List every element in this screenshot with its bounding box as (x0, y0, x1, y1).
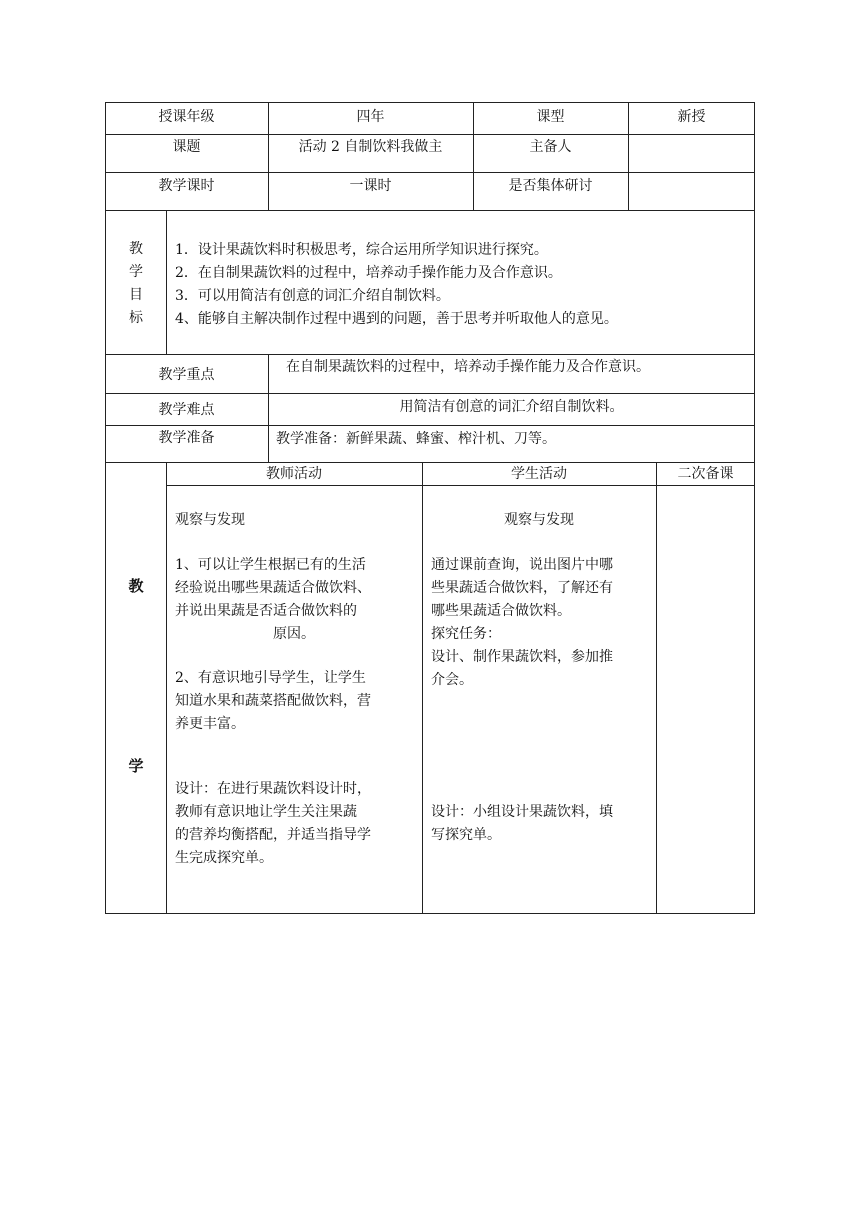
teacher-p3-line: 教师有意识地让学生关注果蔬 (175, 804, 357, 820)
row-divider (166, 485, 755, 486)
collective-label: 是否集体研讨 (508, 178, 593, 194)
preparation-value: 教学准备：新鲜果蔬、蜂蜜、榨汁机、刀等。 (276, 431, 556, 447)
process-label-char: 学 (128, 757, 144, 775)
difficulties-label: 教学难点 (158, 402, 215, 418)
hours-value: 一课时 (349, 178, 392, 194)
teacher-p1-line: 原因。 (273, 626, 315, 642)
grade-value: 四年 (356, 109, 385, 125)
teacher-p1-line: 并说出果蔬是否适合做饮料的 (175, 603, 357, 619)
preparer-label: 主备人 (529, 139, 572, 155)
col-divider (166, 462, 167, 914)
teacher-p2-line: 知道水果和蔬菜搭配做饮料，营 (175, 693, 371, 709)
key-points-label: 教学重点 (158, 367, 215, 383)
row-divider (105, 354, 755, 355)
col-header-teacher: 教师活动 (266, 466, 322, 482)
type-label: 课型 (536, 109, 565, 125)
hours-label: 教学课时 (158, 178, 215, 194)
objective-item: 2．在自制果蔬饮料的过程中，培养动手操作能力及合作意识。 (175, 265, 562, 281)
topic-label: 课题 (172, 139, 201, 155)
teacher-p1-line: 1、可以让学生根据已有的生活 (175, 557, 366, 573)
student-p3-line: 设计：小组设计果蔬饮料，填 (431, 804, 613, 820)
col-divider (656, 462, 657, 914)
student-task-line: 设计、制作果蔬饮料，参加推 (431, 649, 613, 665)
student-p1-line: 些果蔬适合做饮料，了解还有 (431, 580, 613, 596)
topic-value: 活动 2 自制饮料我做主 (298, 139, 443, 155)
teacher-heading: 观察与发现 (175, 512, 245, 528)
objective-item: 4、能够自主解决制作过程中遇到的问题，善于思考并听取他人的意见。 (175, 311, 618, 327)
row-divider (105, 172, 755, 173)
objective-item: 1．设计果蔬饮料时积极思考，综合运用所学知识进行探究。 (175, 242, 548, 258)
student-p3-line: 写探究单。 (431, 827, 501, 843)
col-divider (166, 210, 167, 354)
objective-item: 3．可以用简洁有创意的词汇介绍自制饮料。 (175, 288, 450, 304)
student-task-label: 探究任务： (431, 626, 501, 642)
key-points-value: 在自制果蔬饮料的过程中，培养动手操作能力及合作意识。 (286, 359, 650, 375)
preparation-label: 教学准备 (158, 430, 215, 446)
teacher-p3-line: 的营养均衡搭配，并适当指导学 (175, 827, 371, 843)
grade-label: 授课年级 (158, 109, 215, 125)
teacher-p2-line: 2、有意识地引导学生，让学生 (175, 670, 366, 686)
teacher-p3-line: 设计：在进行果蔬饮料设计时， (175, 781, 371, 797)
student-task-line: 介会。 (431, 672, 473, 688)
teacher-p3-line: 生完成探究单。 (175, 850, 273, 866)
student-p1-line: 哪些果蔬适合做饮料。 (431, 603, 571, 619)
col-header-second-prep: 二次备课 (677, 466, 734, 482)
teacher-p1-line: 经验说出哪些果蔬适合做饮料、 (175, 580, 371, 596)
process-label-char: 教 (128, 577, 144, 595)
type-value: 新授 (677, 109, 706, 125)
row-divider (105, 425, 755, 426)
row-divider (105, 393, 755, 394)
objectives-label-char: 教 (129, 241, 143, 257)
teacher-p2-line: 养更丰富。 (175, 716, 245, 732)
objectives-label-char: 标 (129, 310, 143, 326)
objectives-label-char: 目 (129, 287, 143, 303)
student-p1-line: 通过课前查询，说出图片中哪 (431, 557, 613, 573)
student-heading: 观察与发现 (504, 512, 574, 528)
objectives-label-char: 学 (129, 264, 143, 280)
difficulties-value: 用简洁有创意的词汇介绍自制饮料。 (399, 399, 624, 415)
row-divider (105, 210, 755, 211)
row-divider (105, 134, 755, 135)
row-divider (105, 462, 755, 463)
col-header-student: 学生活动 (511, 466, 567, 482)
